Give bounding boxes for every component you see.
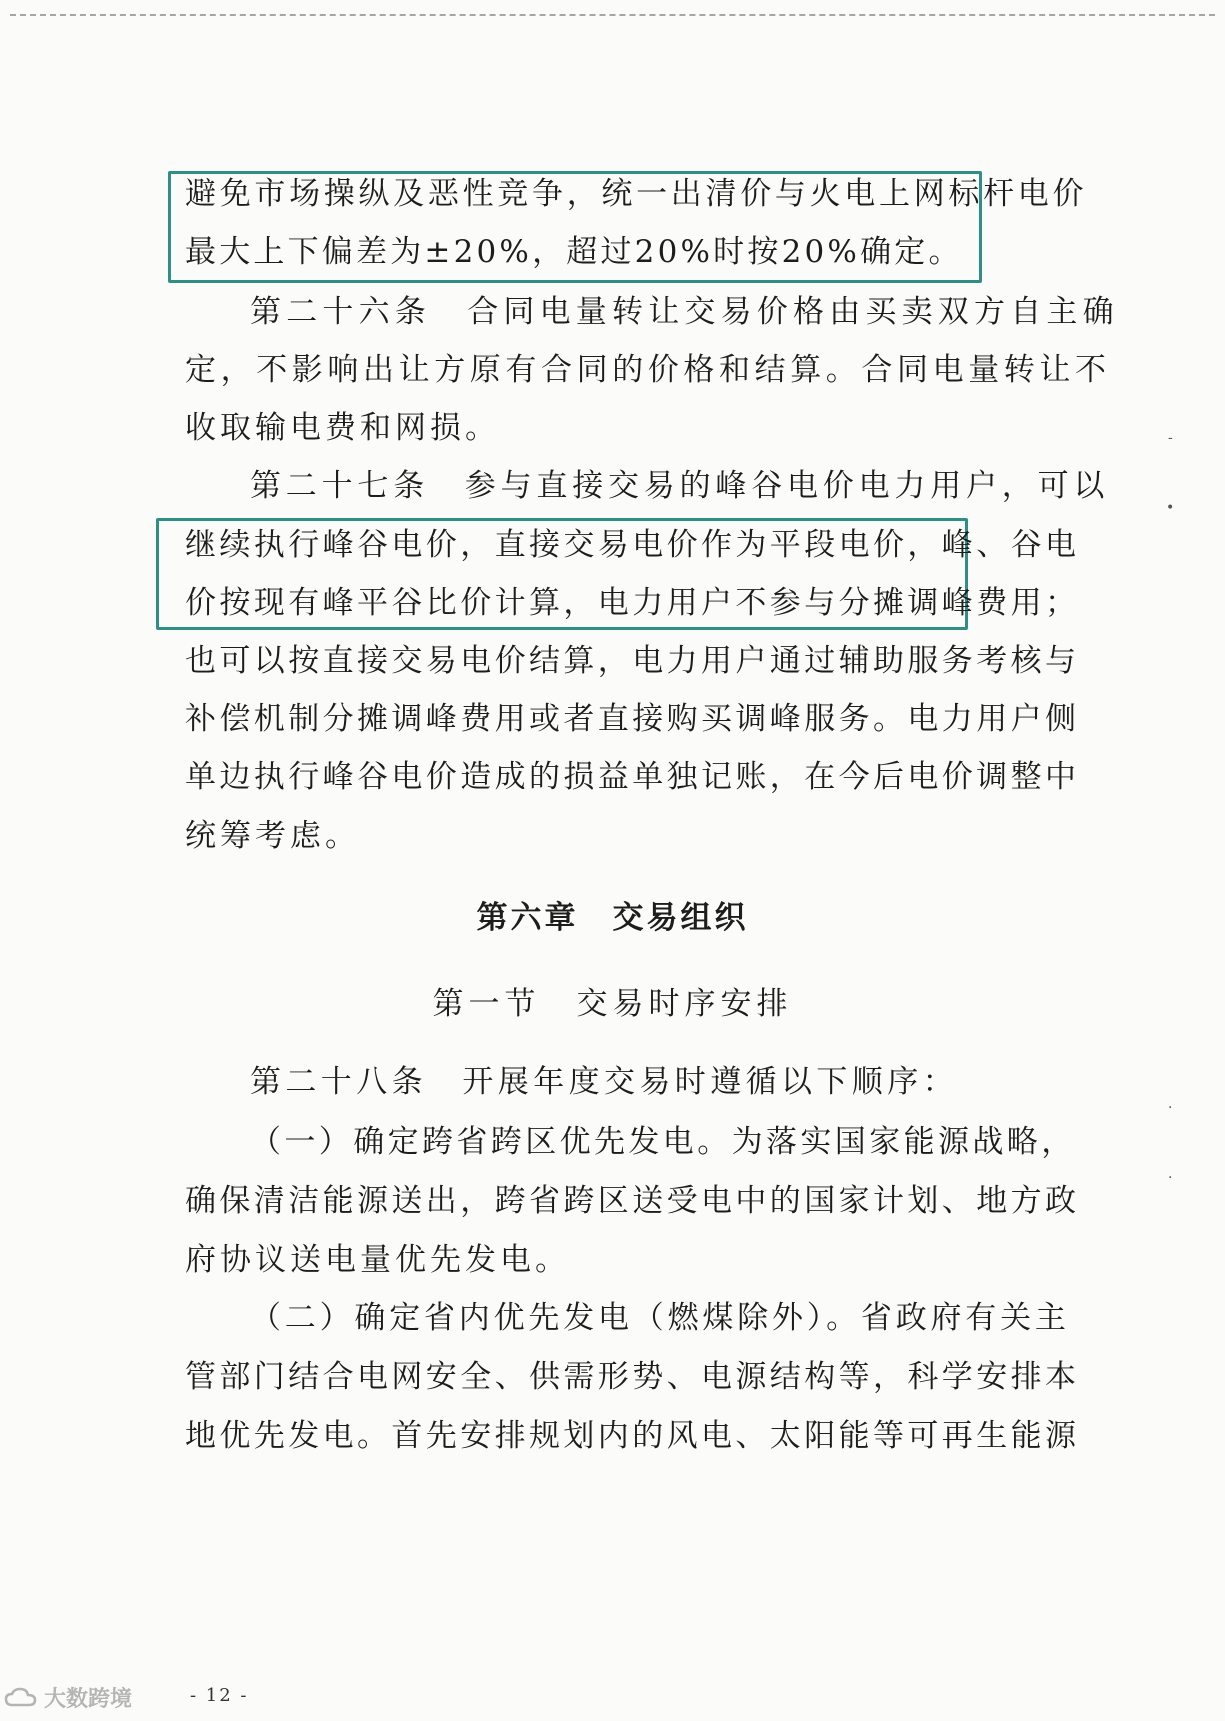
chapter-heading: 第六章 交易组织 (476, 900, 749, 936)
article-26-line-3: 收取输电费和网损。 (185, 410, 500, 446)
page-number: - 12 - (190, 1685, 249, 1706)
scan-mark: - (1168, 430, 1173, 446)
article-27-line-6: 单边执行峰谷电价造成的损益单独记账，在今后电价调整中 (185, 759, 1080, 795)
article-27-line-1: 第二十七条 参与直接交易的峰谷电价电力用户，可以 (250, 468, 1110, 504)
watermark (4, 1682, 132, 1713)
section-heading: 第一节 交易时序安排 (432, 986, 793, 1022)
scan-top-edge (10, 14, 1215, 16)
article-27-line-7: 统筹考虑。 (185, 818, 360, 854)
scan-mark: · (1168, 1170, 1173, 1186)
item-2-line-2: 管部门结合电网安全、供需形势、电源结构等，科学安排本 (185, 1359, 1080, 1395)
scan-mark: • (1166, 500, 1175, 516)
item-2-line-1: （二）确定省内优先发电（燃煤除外）。省政府有关主 (250, 1300, 1070, 1336)
watermark-text: 大数跨境 (44, 1687, 133, 1712)
scan-mark: · (1168, 1100, 1173, 1116)
article-26-line-2: 定，不影响出让方原有合同的价格和结算。合同电量转让不 (185, 352, 1111, 388)
article-27-line-2: 继续执行峰谷电价，直接交易电价作为平段电价，峰、谷电 (185, 527, 1080, 563)
article-26-line-1: 第二十六条 合同电量转让交易价格由买卖双方自主确 (250, 294, 1119, 330)
article-27-line-5: 补偿机制分摊调峰费用或者直接购买调峰服务。电力用户侧 (185, 701, 1080, 737)
text-line-2: 最大上下偏差为±20%，超过20%时按20%确定。 (185, 234, 963, 270)
text-line-1: 避免市场操纵及恶性竞争，统一出清价与火电上网标杆电价 (185, 176, 1088, 212)
item-1-line-2: 确保清洁能源送出，跨省跨区送受电中的国家计划、地方政 (185, 1183, 1080, 1219)
item-2-line-3: 地优先发电。首先安排规划内的风电、太阳能等可再生能源 (185, 1418, 1080, 1454)
article-27-line-4: 也可以按直接交易电价结算，电力用户通过辅助服务考核与 (185, 643, 1080, 679)
article-28-line-1: 第二十八条 开展年度交易时遵循以下顺序： (250, 1064, 958, 1100)
item-1-line-3: 府协议送电量优先发电。 (185, 1242, 570, 1278)
item-1-line-1: （一）确定跨省跨区优先发电。为落实国家能源战略， (250, 1124, 1076, 1160)
cloud-logo-icon (4, 1687, 38, 1709)
article-27-line-3: 价按现有峰平谷比价计算，电力用户不参与分摊调峰费用； (185, 585, 1080, 621)
